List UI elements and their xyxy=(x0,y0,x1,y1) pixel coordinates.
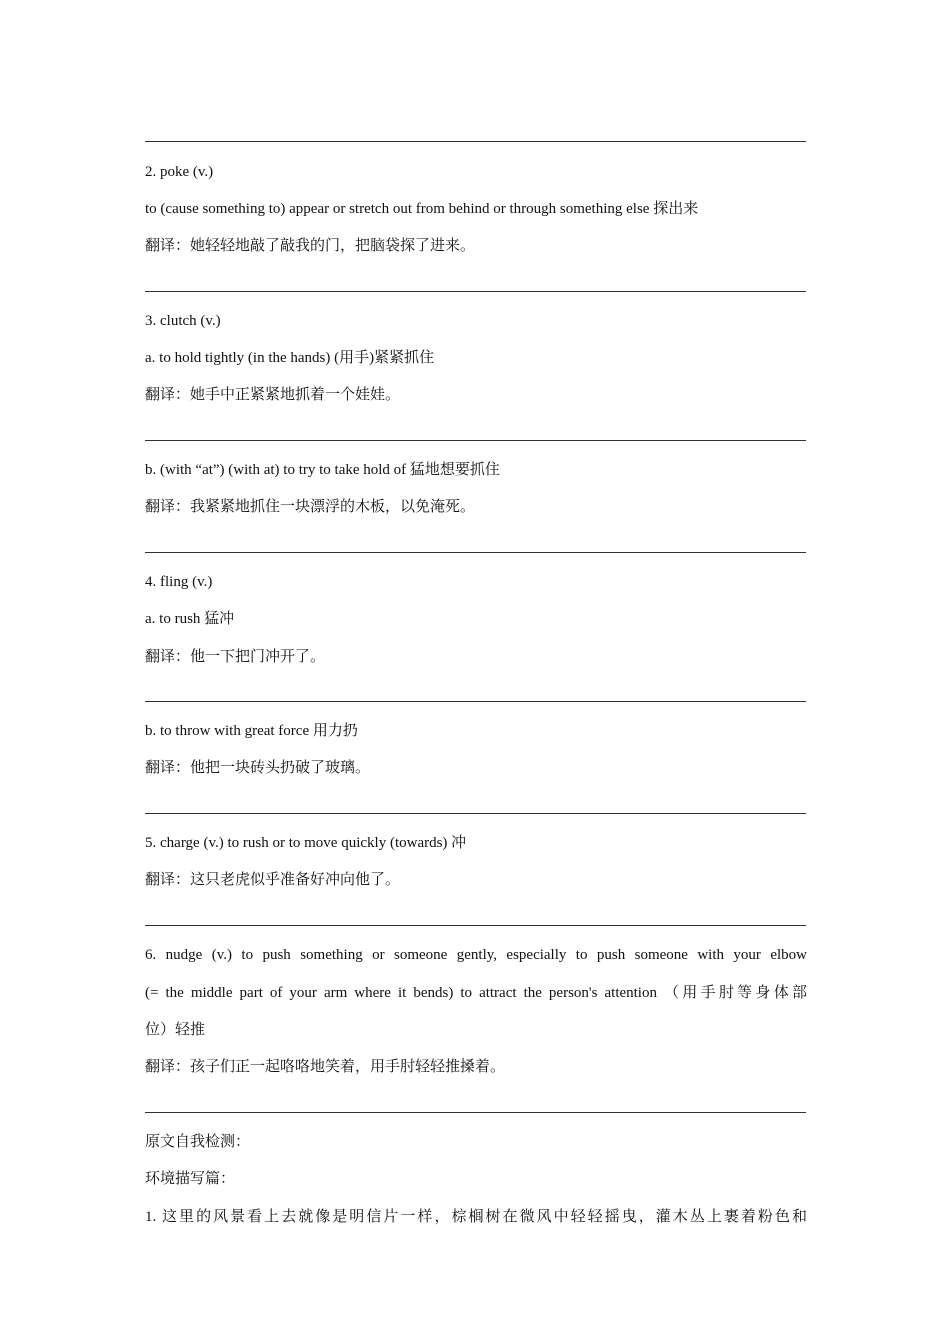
section-title: 原文自我检测： xyxy=(145,1134,251,1150)
translation-prompt: 翻译：她手中正紧紧地抓着一个娃娃。 xyxy=(145,387,401,403)
entry-heading: 3. clutch (v.) xyxy=(145,313,221,329)
answer-line-1 xyxy=(145,141,806,142)
definition-text: (= the middle part of your arm where it bends) to attract the person's attention （用手肘等身体部 xyxy=(145,985,807,1001)
definition-text-cont: 位）轻推 xyxy=(145,1022,206,1038)
translation-prompt: 翻译：她轻轻地敲了敲我的门，把脑袋探了进来。 xyxy=(145,238,476,254)
section-subtitle: 环境描写篇： xyxy=(145,1171,236,1187)
translation-prompt: 翻译：他一下把门冲开了。 xyxy=(145,649,326,665)
answer-line-2 xyxy=(145,291,806,292)
answer-line-5 xyxy=(145,701,806,702)
sense-b-text: b. to throw with great force 用力扔 xyxy=(145,723,358,739)
entry-heading: 6. nudge (v.) to push something or someone gently, especially to push someone with your elbow xyxy=(145,947,807,963)
answer-line-8 xyxy=(145,1112,806,1113)
translation-prompt: 翻译：孩子们正一起咯咯地笑着，用手肘轻轻推搡着。 xyxy=(145,1059,506,1075)
entry-heading: 4. fling (v.) xyxy=(145,574,213,590)
sense-b-text: b. (with “at”) (with at) to try to take hold of 猛地想要抓住 xyxy=(145,462,500,478)
entry-heading: 2. poke (v.) xyxy=(145,164,214,180)
answer-line-3 xyxy=(145,440,806,441)
translation-prompt: 翻译：我紧紧地抓住一块漂浮的木板，以免淹死。 xyxy=(145,499,476,515)
translation-prompt: 翻译：他把一块砖头扔破了玻璃。 xyxy=(145,760,371,776)
answer-line-7 xyxy=(145,925,806,926)
definition-text: to (cause something to) appear or stretch out from behind or through something else 探出来 xyxy=(145,201,699,217)
translation-prompt: 翻译：这只老虎似乎准备好冲向他了。 xyxy=(145,872,401,888)
sense-a-text: a. to rush 猛冲 xyxy=(145,611,235,627)
entry-heading: 5. charge (v.) to rush or to move quickly (towards) 冲 xyxy=(145,835,467,851)
answer-line-4 xyxy=(145,552,806,553)
sense-a-text: a. to hold tightly (in the hands) (用手)紧紧抓住 xyxy=(145,350,435,366)
exercise-item: 1. 这里的风景看上去就像是明信片一样，棕榈树在微风中轻轻摇曳，灌木丛上裹着粉色和 xyxy=(145,1209,807,1225)
answer-line-6 xyxy=(145,813,806,814)
